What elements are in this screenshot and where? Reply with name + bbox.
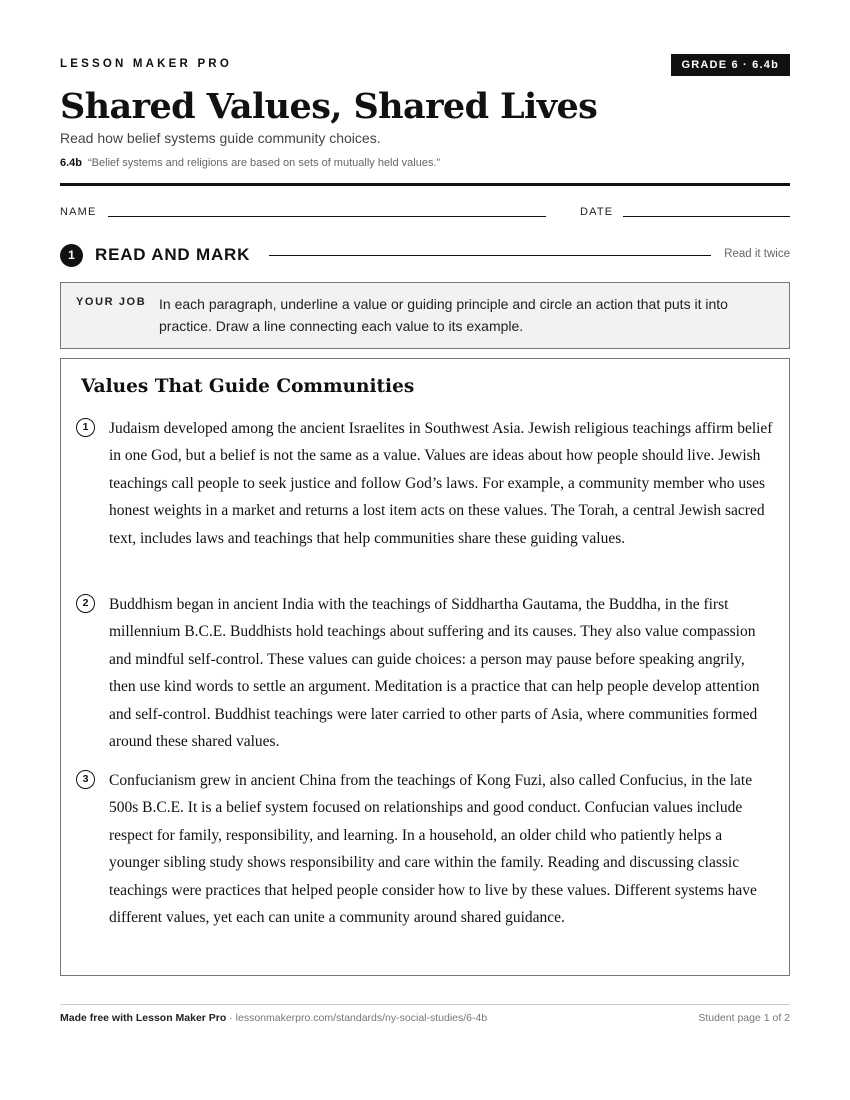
page-title: Shared Values, Shared Lives bbox=[60, 86, 598, 127]
date-field[interactable] bbox=[623, 216, 790, 217]
passage-title: Values That Guide Communities bbox=[81, 376, 415, 397]
brand-name: LESSON MAKER PRO bbox=[60, 58, 232, 70]
page-subtitle: Read how belief systems guide community choices. bbox=[60, 130, 381, 146]
footer-made-with: Made free with Lesson Maker Pro bbox=[60, 1012, 227, 1024]
paragraph-number: 1 bbox=[76, 418, 95, 437]
footer-divider bbox=[60, 1004, 790, 1005]
grade-badge: GRADE 6 · 6.4b bbox=[671, 54, 791, 76]
name-label: NAME bbox=[60, 206, 97, 218]
section-divider bbox=[269, 255, 711, 256]
name-field[interactable] bbox=[108, 216, 546, 217]
paragraph-text: Judaism developed among the ancient Israelites in Southwest Asia. Jewish religious teachings affirm belief in one God, but a belief is not the same as a value. Values are ideas about how people should live. Jewish teachings call people to seek justice and follow God’s laws. For example, a community member who uses honest weights in a market and returns a lost item acts on these values. The Torah, a central Jewish sacred text, includes laws and teachings that help communities share these guiding values. bbox=[109, 420, 773, 547]
instructions-label: YOUR JOB bbox=[76, 296, 147, 308]
paragraph-text: Confucianism grew in ancient China from the teachings of Kong Fuzi, also called Confucius, in the late 500s B.C.E. It is a belief system focused on relationships and good conduct. Confucian values include respect for family, responsibility, and learning. In a household, an older child who patiently helps a younger sibling study shows responsibility and care within the family. Reading and discussing classic teachings were practices that helped people consider how to live by these values. Different systems have different values, yet each can unite a community around shared guidance. bbox=[109, 772, 757, 927]
reading-passage bbox=[60, 358, 790, 976]
section-number: 1 bbox=[60, 244, 83, 267]
footer-url[interactable]: lessonmakerpro.com/standards/ny-social-studies/6-4b bbox=[235, 1012, 488, 1024]
footer-separator: · bbox=[226, 1012, 236, 1024]
page-number: Student page 1 of 2 bbox=[698, 1012, 790, 1024]
instructions-box bbox=[60, 282, 790, 349]
paragraph-text: Buddhism began in ancient India with the teachings of Siddhartha Gautama, the Buddha, in the first millennium B.C.E. Buddhists hold teachings about suffering and its causes. They also value compassion and mindful self-control. These values can guide choices: a person may pause before speaking angrily, then use kind words to settle an argument. Meditation is a practice that can help people develop attention and self-control. Buddhist teachings were later carried to other parts of Asia, where communities formed around these shared values. bbox=[109, 596, 760, 751]
paragraph-number: 3 bbox=[76, 770, 95, 789]
section-title: READ AND MARK bbox=[95, 245, 251, 264]
date-label: DATE bbox=[580, 206, 614, 218]
section-hint: Read it twice bbox=[724, 248, 790, 260]
standard-text: “Belief systems and religions are based on sets of mutually held values.” bbox=[88, 157, 441, 169]
standard-line bbox=[60, 157, 440, 169]
footer-credit bbox=[60, 1012, 487, 1024]
standard-code: 6.4b bbox=[60, 157, 83, 169]
instructions-text: In each paragraph, underline a value or guiding principle and circle an action that puts it into practice. Draw a line connecting each value to its example. bbox=[159, 296, 728, 334]
paragraph-number: 2 bbox=[76, 594, 95, 613]
header-divider bbox=[60, 183, 790, 186]
